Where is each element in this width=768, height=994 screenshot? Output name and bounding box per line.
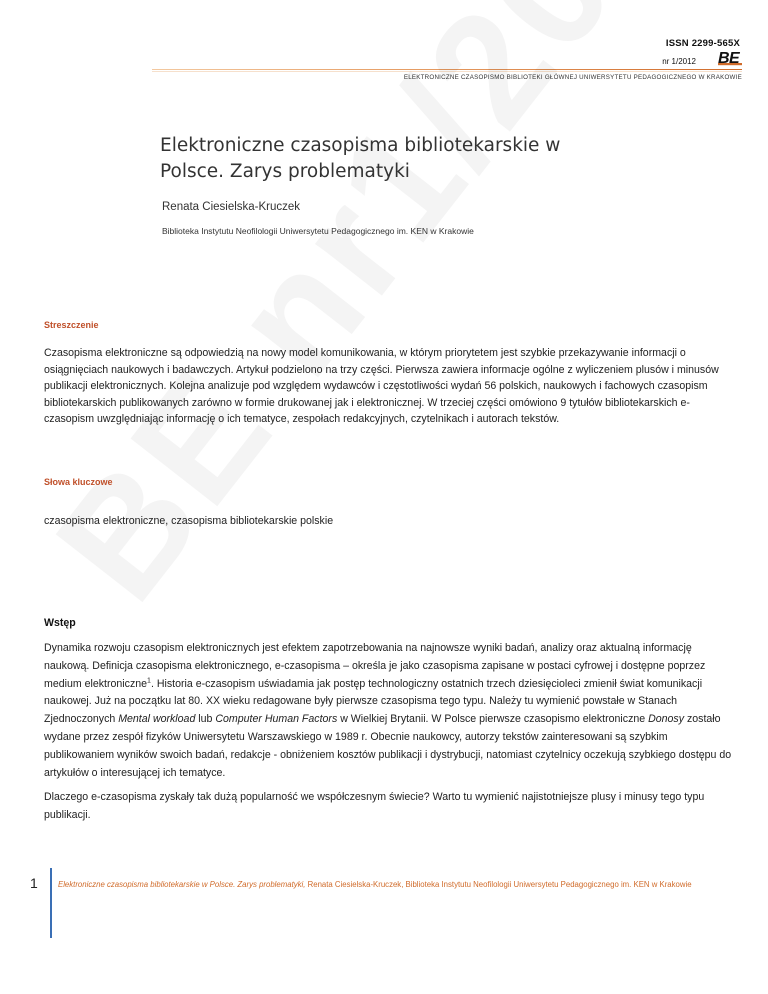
abstract-heading: Streszczenie bbox=[44, 320, 99, 330]
intro-text: zostało wydane przez zespół fizyków Uniwersytetu Warszawskiego w 1989 r. Obecnie naukowcy, autorzy tekstów zainteresowani są szybkim publikowaniem wyników swoich badań, redakcje - obniżeniem kosztów publikacji i dystrybucji, natomiast czytelnicy oczekują szybkiego dostępu do artykułów o interesującej ich tematyce. bbox=[44, 713, 732, 779]
footnote-ref[interactable]: 1 bbox=[147, 677, 151, 685]
intro-text: . Historia e-czasopism uświadamia jak postęp technologiczny ostatnich trzech dziesięcioleci zmienił świat komunikacji naukowej. Już na początku lat 80. XX wieku redagowane były pierwsze czasopisma tego typu. Należy tu wymienić powstałe w Stanach Zjednoczonych bbox=[44, 677, 703, 726]
issue-number: nr 1/2012 bbox=[662, 57, 696, 66]
intro-text: lub bbox=[195, 713, 216, 726]
masthead: ELEKTRONICZNE CZASOPISMO BIBLIOTEKI GŁÓWNEJ UNIWERSYTETU PEDAGOGICZNEGO W KRAKOWIE bbox=[403, 74, 742, 81]
author-name: Renata Ciesielska-Kruczek bbox=[162, 201, 301, 213]
abstract-text: Czasopisma elektroniczne są odpowiedzią na nowy model komunikowania, w którym priorytetem jest szybkie przekazywanie informacji o osiągnięciach naukowych i badawczych. Artykuł podzielono na trzy części. Pierwsza zawiera informacje ogólne z wyliczeniem plusów i minusów publikacji elektronicznych. Kolejna analizuje pod względem wydawców i częstotliwości wydań 56 polskich, naukowych i fachowych czasopism bibliotekarskich publikowanych zarówno w formie drukowanej jak i elektronicznej. W trzeciej części omówiono 9 tytułów bibliotekarskich e-czasopism uwzględniając informację o ich tematyce, zespołach redakcyjnych, czytelnikach i autorach tekstów. bbox=[44, 347, 719, 426]
keywords-heading: Słowa kluczowe bbox=[44, 477, 113, 487]
intro-text: w Wielkiej Brytanii. W Polsce pierwsze czasopismo elektroniczne bbox=[337, 713, 649, 726]
footer-title: Elektroniczne czasopisma bibliotekarskie w Polsce. Zarys problematyki, bbox=[58, 880, 306, 889]
footer-details: Renata Ciesielska-Kruczek, Biblioteka Instytutu Neofilologii Uniwersytetu Pedagogicznego im. KEN w Krakowie bbox=[305, 880, 692, 889]
journal-logo bbox=[716, 48, 744, 68]
intro-text: Dynamika rozwoju czasopism elektronicznych jest efektem zapotrzebowania na najnowsze wyniki badań, analizy oraz aktualną informację naukową. Definicja czasopisma elektronicznego, e-czasopisma – określa je jako czasopisma zapisane w postaci cyfrowej i dostępne poprzez medium elektroniczne bbox=[44, 642, 706, 690]
intro-paragraph-2: Dlaczego e-czasopisma zyskały tak dużą popularność we współczesnym świecie? Warto tu wymienić najistotniejsze plusy i minusy tego typu publikacji. bbox=[44, 791, 705, 821]
footer-rule bbox=[50, 868, 52, 938]
keywords-text: czasopisma elektroniczne, czasopisma bibliotekarskie polskie bbox=[44, 515, 334, 527]
intro-heading: Wstęp bbox=[44, 617, 76, 629]
journal-title: Donosy bbox=[648, 713, 685, 726]
page-number: 1 bbox=[30, 875, 38, 891]
article-title: Elektroniczne czasopisma bibliotekarskie w Polsce. Zarys problematyki bbox=[160, 135, 561, 182]
svg-text:B: B bbox=[718, 50, 730, 67]
footer-citation bbox=[58, 878, 738, 891]
journal-title: Computer Human Factors bbox=[215, 713, 338, 726]
intro-paragraph bbox=[44, 640, 734, 782]
svg-text:E: E bbox=[729, 50, 740, 67]
author-affiliation: Biblioteka Instytutu Neofilologii Uniwersytetu Pedagogicznego im. KEN w Krakowie bbox=[162, 226, 474, 236]
journal-title: Mental workload bbox=[118, 713, 196, 726]
watermark bbox=[20, 0, 768, 633]
issn-label: ISSN 2299-565X bbox=[665, 38, 740, 49]
